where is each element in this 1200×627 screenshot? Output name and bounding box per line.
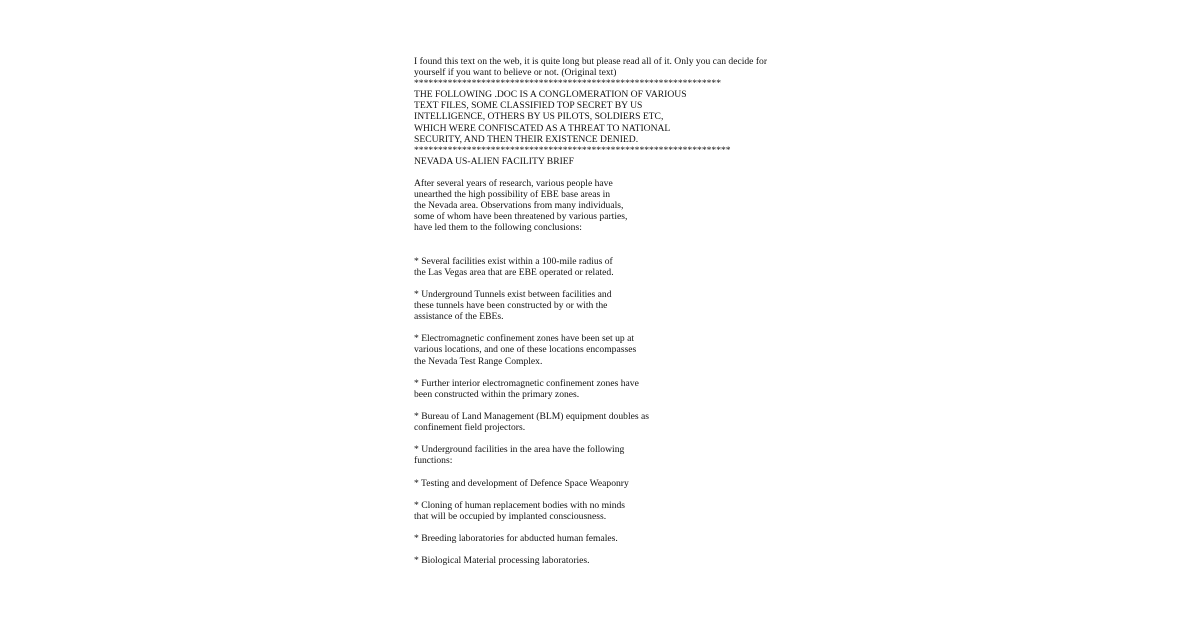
bullet-line: * Biological Material processing laboratories. — [414, 555, 590, 567]
text-line: WHICH WERE CONFISCATED AS A THREAT TO NATIONAL — [414, 122, 671, 134]
blank-line — [414, 322, 794, 333]
bullet-line: * Further interior electromagnetic confinement zones have — [414, 377, 639, 389]
blank-line — [414, 245, 794, 256]
bullet-line: * Underground Tunnels exist between facilities and — [414, 288, 612, 300]
bullet-line: * Cloning of human replacement bodies with no minds — [414, 499, 626, 511]
text-line: these tunnels have been constructed by or with the — [414, 300, 608, 312]
text-line: After several years of research, various people have — [414, 178, 613, 190]
text-line: some of whom have been threatened by various parties, — [414, 211, 628, 223]
blank-line — [414, 278, 794, 289]
bullet-line: * Breeding laboratories for abducted human females. — [414, 533, 618, 545]
text-line: unearthed the high possibility of EBE base areas in — [414, 189, 611, 201]
text-line: TEXT FILES, SOME CLASSIFIED TOP SECRET BY US — [414, 100, 643, 112]
text-line: the Las Vegas area that are EBE operated or related. — [414, 266, 614, 278]
text-line: INTELLIGENCE, OTHERS BY US PILOTS, SOLDIERS ETC, — [414, 111, 664, 123]
asterisk-divider: ****************************************************************** — [414, 144, 731, 156]
text-line: I found this text on the web, it is quite long but please read all of it. Only you can decide for — [414, 56, 768, 67]
asterisk-divider: **************************************************************** — [414, 78, 721, 90]
blank-line — [414, 544, 794, 555]
bullet-line: * Testing and development of Defence Space Weaponry — [414, 477, 629, 489]
document-page — [414, 56, 794, 566]
blank-line — [414, 234, 794, 245]
bullet-line: * Electromagnetic confinement zones have been set up at — [414, 333, 635, 345]
blank-line — [414, 367, 794, 378]
bullet-line: * Underground facilities in the area have the following — [414, 444, 625, 456]
text-line: that will be occupied by implanted consciousness. — [414, 510, 607, 522]
text-line: the Nevada Test Range Complex. — [414, 355, 543, 367]
bullet-line: * Several facilities exist within a 100-mile radius of — [414, 255, 613, 267]
text-line: THE FOLLOWING .DOC IS A CONGLOMERATION OF VARIOUS — [414, 89, 687, 101]
text-line: SECURITY, AND THEN THEIR EXISTENCE DENIED. — [414, 133, 639, 145]
text-line: various locations, and one of these locations encompasses — [414, 344, 637, 356]
text-line: assistance of the EBEs. — [414, 311, 504, 323]
blank-line — [414, 489, 794, 500]
text-line: the Nevada area. Observations from many individuals, — [414, 200, 624, 212]
text-line: have led them to the following conclusions: — [414, 222, 582, 234]
text-line: confinement field projectors. — [414, 422, 526, 434]
blank-line — [414, 522, 794, 533]
section-heading: NEVADA US-ALIEN FACILITY BRIEF — [414, 155, 574, 167]
blank-line — [414, 433, 794, 444]
bullet-line: * Bureau of Land Management (BLM) equipment doubles as — [414, 411, 649, 422]
text-line: been constructed within the primary zones. — [414, 388, 580, 400]
text-line: functions: — [414, 455, 453, 467]
blank-line — [414, 400, 794, 411]
blank-line — [414, 167, 794, 178]
blank-line — [414, 466, 794, 477]
text-line: yourself if you want to believe or not. (Original text) — [414, 67, 617, 79]
